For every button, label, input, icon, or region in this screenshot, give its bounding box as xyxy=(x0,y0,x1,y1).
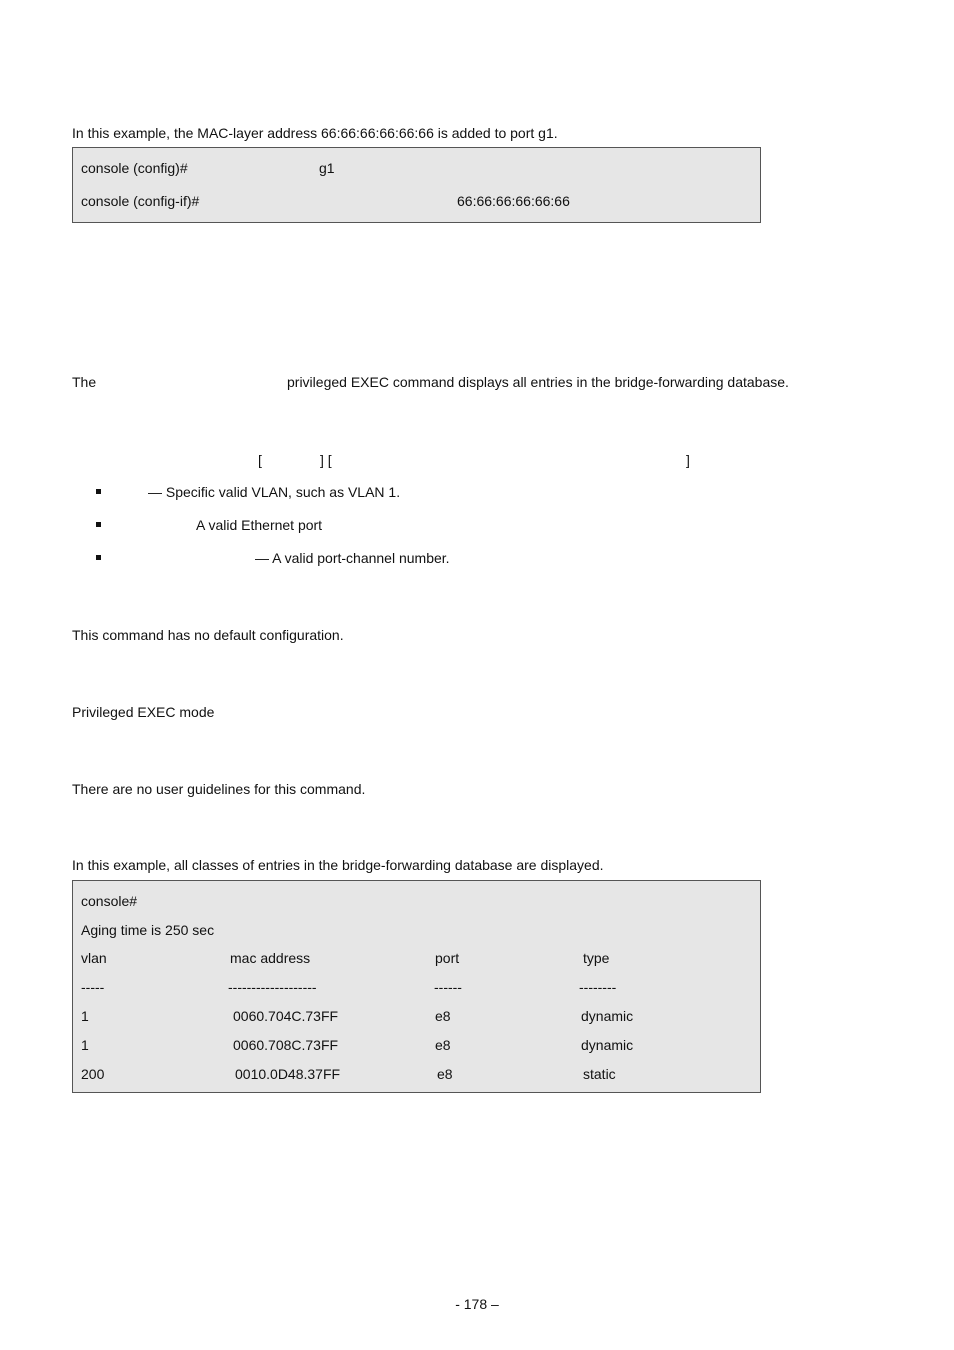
column-separator: ----- xyxy=(81,979,105,995)
user-guidelines-text: There are no user guidelines for this command. xyxy=(72,781,366,797)
bullet-icon xyxy=(96,489,101,494)
param-item: A valid Ethernet port xyxy=(196,517,323,533)
aging-time-line: Aging time is 250 sec xyxy=(81,922,215,938)
bullet-icon xyxy=(96,522,101,527)
column-header: type xyxy=(583,950,610,966)
column-separator: ------------------- xyxy=(228,979,317,995)
table-cell: e8 xyxy=(435,1008,451,1024)
syntax-bracket: ] xyxy=(686,452,690,468)
example-intro-text: In this example, the MAC-layer address 66:66:66:66:66:66 is added to port g1. xyxy=(72,125,558,141)
command-mode-text: Privileged EXEC mode xyxy=(72,704,215,720)
code-block-example1 xyxy=(72,147,761,223)
table-cell: e8 xyxy=(435,1037,451,1053)
example-intro-text: In this example, all classes of entries in the bridge-forwarding database are displayed. xyxy=(72,857,604,873)
column-header: vlan xyxy=(81,950,107,966)
table-cell: e8 xyxy=(437,1066,453,1082)
column-header: port xyxy=(435,950,460,966)
table-cell: 0010.0D48.37FF xyxy=(235,1066,341,1082)
bullet-icon xyxy=(96,555,101,560)
syntax-bracket: [ xyxy=(258,452,262,468)
column-separator: ------ xyxy=(434,979,462,995)
code-prompt: console (config-if)# xyxy=(81,193,200,209)
code-argument: g1 xyxy=(319,160,335,176)
table-cell: 200 xyxy=(81,1066,105,1082)
param-item: — Specific valid VLAN, such as VLAN 1. xyxy=(148,484,401,500)
column-header: mac address xyxy=(230,950,311,966)
table-cell: 1 xyxy=(81,1008,89,1024)
table-cell: static xyxy=(583,1066,616,1082)
description-text: privileged EXEC command displays all entries in the bridge-forwarding database. xyxy=(287,374,789,390)
table-cell: 0060.708C.73FF xyxy=(233,1037,339,1053)
table-cell: dynamic xyxy=(581,1037,634,1053)
default-config-text: This command has no default configuration. xyxy=(72,627,344,643)
param-item: — A valid port-channel number. xyxy=(255,550,450,566)
code-block-example2 xyxy=(72,880,761,1093)
code-prompt: console (config)# xyxy=(81,160,188,176)
table-cell: 1 xyxy=(81,1037,89,1053)
code-prompt: console# xyxy=(81,893,138,909)
description-lead: The xyxy=(72,374,97,390)
syntax-bracket: ] [ xyxy=(320,452,332,468)
column-separator: -------- xyxy=(579,979,617,995)
table-cell: dynamic xyxy=(581,1008,634,1024)
code-argument: 66:66:66:66:66:66 xyxy=(457,193,570,209)
table-cell: 0060.704C.73FF xyxy=(233,1008,339,1024)
page-number: - 178 – xyxy=(455,1296,499,1312)
